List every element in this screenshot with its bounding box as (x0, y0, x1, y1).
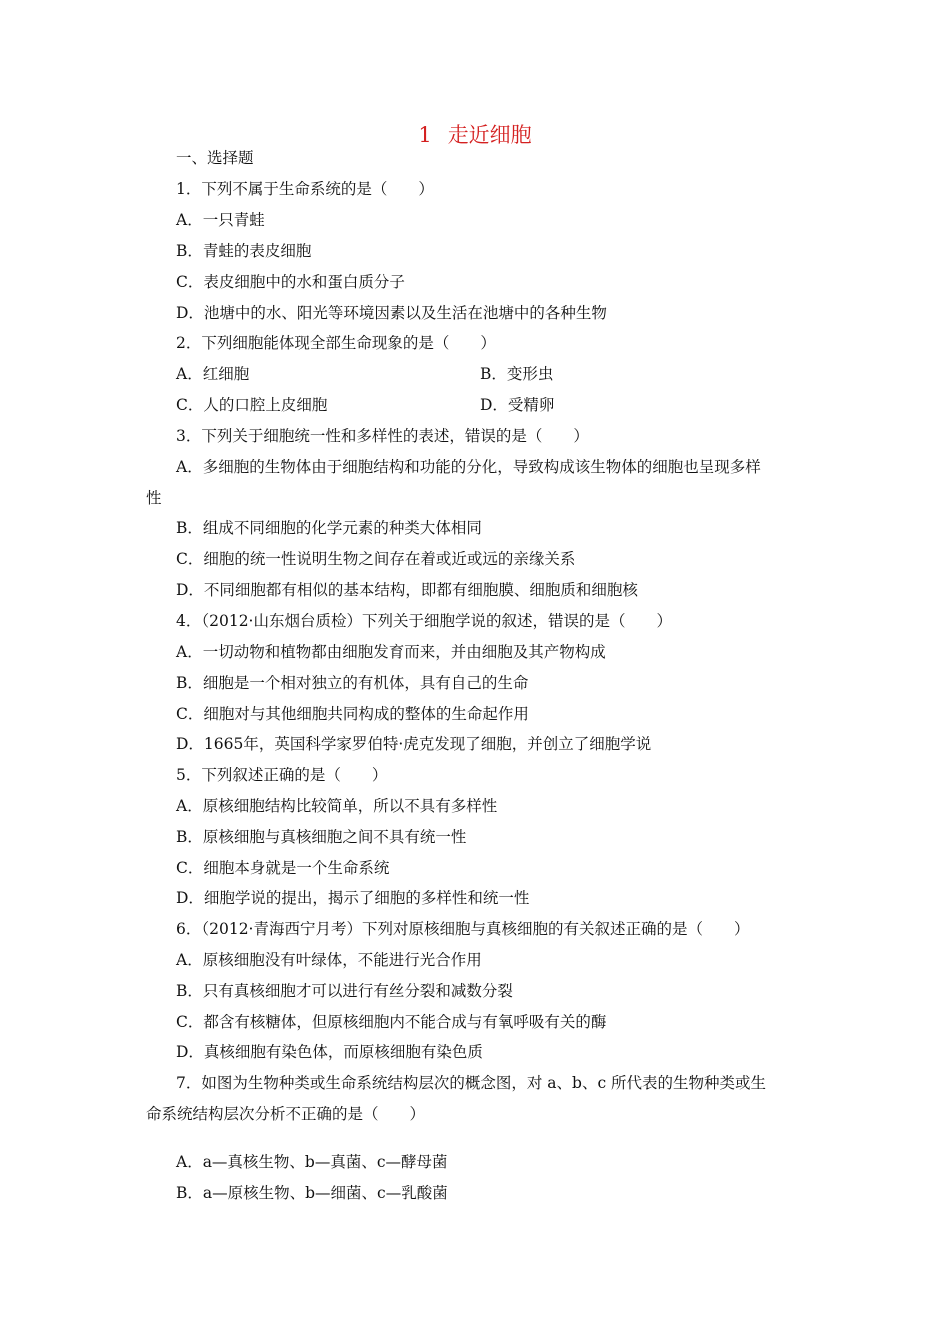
question-5-option-a: A．原核细胞结构比较简单，所以不具有多样性 (176, 797, 498, 815)
question-5-option-d: D．细胞学说的提出，揭示了细胞的多样性和统一性 (176, 889, 530, 907)
question-2-option-b: B．变形虫 (480, 365, 554, 383)
question-7-stem: 7．如图为生物种类或生命系统结构层次的概念图，对 a、b、c 所代表的生物种类或生 (176, 1074, 767, 1092)
question-1-option-d: D．池塘中的水、阳光等环境因素以及生活在池塘中的各种生物 (176, 304, 607, 322)
question-4-option-b: B．细胞是一个相对独立的有机体，具有自己的生命 (176, 674, 529, 692)
question-3-stem: 3．下列关于细胞统一性和多样性的表述，错误的是（ ） (176, 427, 589, 445)
section-heading: 一、选择题 (176, 149, 254, 167)
question-3-option-a: A．多细胞的生物体由于细胞结构和功能的分化，导致构成该生物体的细胞也呈现多样 (176, 458, 761, 476)
question-3-option-d: D．不同细胞都有相似的基本结构，即都有细胞膜、细胞质和细胞核 (176, 581, 638, 599)
question-1-option-b: B．青蛙的表皮细胞 (176, 242, 312, 260)
question-5-stem: 5．下列叙述正确的是（ ） (176, 766, 388, 784)
question-6-option-d: D．真核细胞有染色体，而原核细胞有染色质 (176, 1043, 483, 1061)
question-3-option-a-continued: 性 (146, 489, 162, 507)
title-text: 走近细胞 (447, 123, 532, 147)
question-2-stem: 2．下列细胞能体现全部生命现象的是（ ） (176, 334, 496, 352)
question-7-option-a: A．a—真核生物、b—真菌、c—酵母菌 (176, 1153, 448, 1171)
question-4-option-a: A．一切动物和植物都由细胞发育而来，并由细胞及其产物构成 (176, 643, 606, 661)
question-2-option-d: D．受精卵 (480, 396, 555, 414)
page-title (0, 120, 950, 150)
question-6-option-a: A．原核细胞没有叶绿体，不能进行光合作用 (176, 951, 482, 969)
question-3-option-b: B．组成不同细胞的化学元素的种类大体相同 (176, 519, 482, 537)
title-number: 1 (418, 123, 432, 147)
question-6-stem: 6．（2012·青海西宁月考）下列对原核细胞与真核细胞的有关叙述正确的是（ ） (176, 920, 750, 938)
question-4-option-c: C．细胞对与其他细胞共同构成的整体的生命起作用 (176, 705, 529, 723)
question-1-option-c: C．表皮细胞中的水和蛋白质分子 (176, 273, 405, 291)
question-1-option-a: A．一只青蛙 (176, 211, 265, 229)
question-5-option-b: B．原核细胞与真核细胞之间不具有统一性 (176, 828, 467, 846)
question-6-option-c: C．都含有核糖体，但原核细胞内不能合成与有氧呼吸有关的酶 (176, 1013, 607, 1031)
question-2-option-a: A．红细胞 (176, 365, 250, 383)
question-1-stem: 1．下列不属于生命系统的是（ ） (176, 180, 434, 198)
question-5-option-c: C．细胞本身就是一个生命系统 (176, 859, 390, 877)
question-2-option-c: C．人的口腔上皮细胞 (176, 396, 328, 414)
question-6-option-b: B．只有真核细胞才可以进行有丝分裂和减数分裂 (176, 982, 513, 1000)
question-7-option-b: B．a—原核生物、b—细菌、c—乳酸菌 (176, 1184, 448, 1202)
question-4-option-d: D．1665年，英国科学家罗伯特·虎克发现了细胞，并创立了细胞学说 (176, 735, 652, 753)
question-7-stem-continued: 命系统结构层次分析不正确的是（ ） (146, 1105, 426, 1123)
question-3-option-c: C．细胞的统一性说明生物之间存在着或近或远的亲缘关系 (176, 550, 576, 568)
question-4-stem: 4．（2012·山东烟台质检）下列关于细胞学说的叙述，错误的是（ ） (176, 612, 672, 630)
